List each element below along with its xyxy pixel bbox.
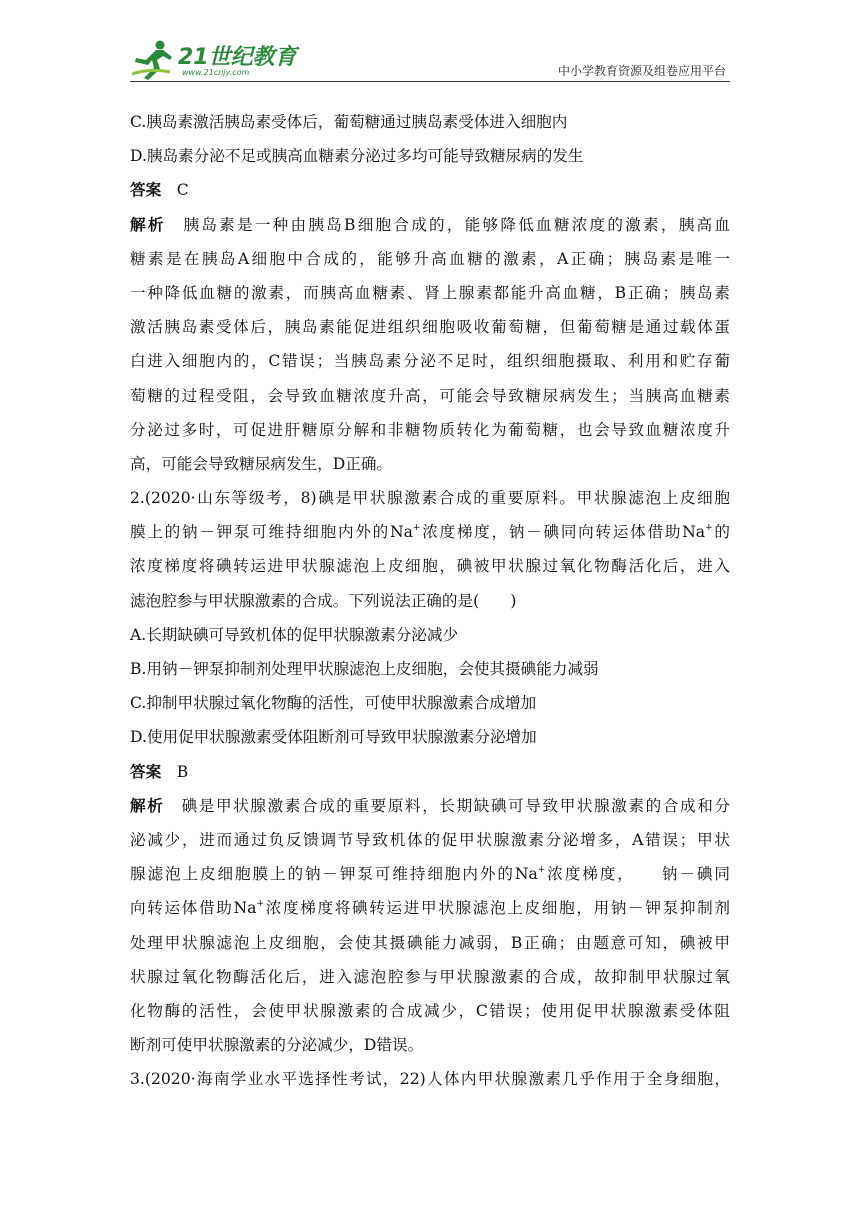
- text-span: 的: [712, 523, 730, 542]
- text-span: C.胰岛素激活胰岛素受体后，葡萄糖通过胰岛素受体进入细胞内: [130, 113, 568, 131]
- logo-url: www.21cnjy.com: [182, 68, 250, 77]
- text-span: 碘是甲状腺激素合成的重要原料，长期缺碘可导致甲状腺激素的合成和分: [164, 796, 730, 815]
- text-line: [130, 789, 730, 823]
- text-span: 浓度梯度将碘转运进甲状腺滤泡上皮细胞，用钠－钾泵抑制剂: [264, 899, 730, 918]
- text-line: [130, 105, 730, 139]
- text-span: 胰岛素是一种由胰岛B细胞合成的，能够降低血糖浓度的激素，胰高血: [165, 215, 730, 234]
- runner-icon: [130, 38, 178, 82]
- text-span: 萄糖的过程受阻，会导致血糖浓度升高，可能会导致糖尿病发生；当胰高血糖素: [130, 386, 730, 405]
- text-span: D.胰岛素分泌不足或胰高血糖素分泌过多均可能导致糖尿病的发生: [130, 147, 584, 166]
- text-line: [130, 823, 730, 857]
- text-span: A.长期缺碘可导致机体的促甲状腺激素分泌减少: [130, 625, 459, 644]
- text-span: 3.(2020·海南学业水平选择性考试，22)人体内甲状腺激素几乎作用于全身细胞，: [130, 1070, 730, 1089]
- text-line: [130, 584, 730, 618]
- answer-label: 解析: [130, 214, 166, 234]
- text-line: [130, 139, 730, 173]
- text-span: 激活胰岛素受体后，胰岛素能促进组织细胞吸收葡萄糖，但葡萄糖是通过载体蛋: [130, 318, 730, 337]
- text-span: 处理甲状腺滤泡上皮细胞，会使其摄碘能力减弱，B正确；由题意可知，碘被甲: [130, 933, 730, 952]
- text-line: [130, 208, 730, 242]
- text-span: 浓度梯度将碘转运进甲状腺滤泡上皮细胞，碘被甲状腺过氧化物酶活化后，进入: [130, 557, 730, 576]
- superscript: +: [412, 523, 421, 534]
- text-span: B: [161, 762, 189, 781]
- text-line: [130, 413, 730, 447]
- text-span: 滤泡腔参与甲状腺激素的合成。下列说法正确的是( ): [130, 591, 517, 610]
- text-line: [130, 857, 730, 891]
- text-span: 膜上的钠－钾泵可维持细胞内外的Na: [130, 523, 413, 542]
- text-line: [130, 242, 730, 276]
- text-span: 白进入细胞内的，C错误；当胰岛素分泌不足时，组织细胞摄取、利用和贮存葡: [130, 352, 730, 371]
- text-span: 分泌过多时，可促进肝糖原分解和非糖物质转化为葡萄糖，也会导致血糖浓度升: [130, 420, 730, 439]
- text-span: 高，可能会导致糖尿病发生，D正确。: [130, 454, 393, 473]
- text-line: [130, 891, 730, 925]
- text-line: [130, 276, 730, 310]
- text-line: [130, 926, 730, 960]
- superscript: +: [705, 523, 713, 534]
- text-line: [130, 481, 730, 515]
- text-line: [130, 720, 730, 754]
- text-line: [130, 755, 730, 789]
- text-span: D.使用促甲状腺激素受体阻断剂可导致甲状腺激素分泌增加: [130, 728, 537, 747]
- text-line: [130, 379, 730, 413]
- text-span: 浓度梯度，钠－碘同向转运体借助Na: [420, 523, 706, 542]
- text-span: C.抑制甲状腺过氧化物酶的活性，可使甲状腺激素合成增加: [130, 694, 537, 713]
- text-span: 浓度梯度， 钠－碘同: [545, 865, 730, 884]
- superscript: +: [256, 899, 265, 910]
- text-line: [130, 173, 730, 207]
- answer-label: 答案: [130, 761, 162, 781]
- superscript: +: [537, 865, 546, 876]
- text-span: C: [161, 181, 189, 200]
- text-line: [130, 344, 730, 378]
- text-line: [130, 1062, 730, 1096]
- logo-text: 21世纪教育: [178, 45, 297, 70]
- text-line: [130, 1028, 730, 1062]
- text-span: B.用钠－钾泵抑制剂处理甲状腺滤泡上皮细胞，会使其摄碘能力减弱: [130, 660, 599, 678]
- text-line: [130, 618, 730, 652]
- text-line: [130, 549, 730, 583]
- text-span: 状腺过氧化物酶活化后，进入滤泡腔参与甲状腺激素的合成，故抑制甲状腺过氧: [130, 967, 730, 986]
- text-span: 一种降低血糖的激素，而胰高血糖素、肾上腺素都能升高血糖，B正确；胰岛素: [130, 283, 730, 302]
- text-span: 化物酶的活性，会使甲状腺激素的合成减少，C错误；使用促甲状腺激素受体阻: [130, 1001, 730, 1020]
- text-span: 糖素是在胰岛A细胞中合成的，能够升高血糖的激素，A正确；胰岛素是唯一: [130, 249, 730, 268]
- text-line: [130, 960, 730, 994]
- answer-label: 答案: [130, 180, 162, 200]
- document-body: [130, 105, 730, 1096]
- text-span: 向转运体借助Na: [130, 899, 257, 918]
- text-span: 2.(2020·山东等级考，8)碘是甲状腺激素合成的重要原料。甲状腺滤泡上皮细胞: [130, 489, 730, 508]
- answer-label: 解析: [130, 795, 165, 815]
- header-divider: [130, 81, 730, 82]
- text-line: [130, 310, 730, 344]
- text-line: [130, 515, 730, 549]
- site-logo: [130, 36, 300, 82]
- text-line: [130, 652, 730, 686]
- text-span: 腺滤泡上皮细胞膜上的钠－钾泵可维持细胞内外的Na: [130, 865, 538, 884]
- text-span: 泌减少，进而通过负反馈调节导致机体的促甲状腺激素分泌增多，A错误；甲状: [130, 830, 730, 849]
- text-line: [130, 447, 730, 481]
- text-line: [130, 994, 730, 1028]
- text-line: [130, 686, 730, 720]
- text-span: 断剂可使甲状腺激素的分泌减少，D错误。: [130, 1036, 424, 1055]
- platform-name: 中小学教育资源及组卷应用平台: [557, 64, 726, 78]
- page-header: [130, 36, 730, 84]
